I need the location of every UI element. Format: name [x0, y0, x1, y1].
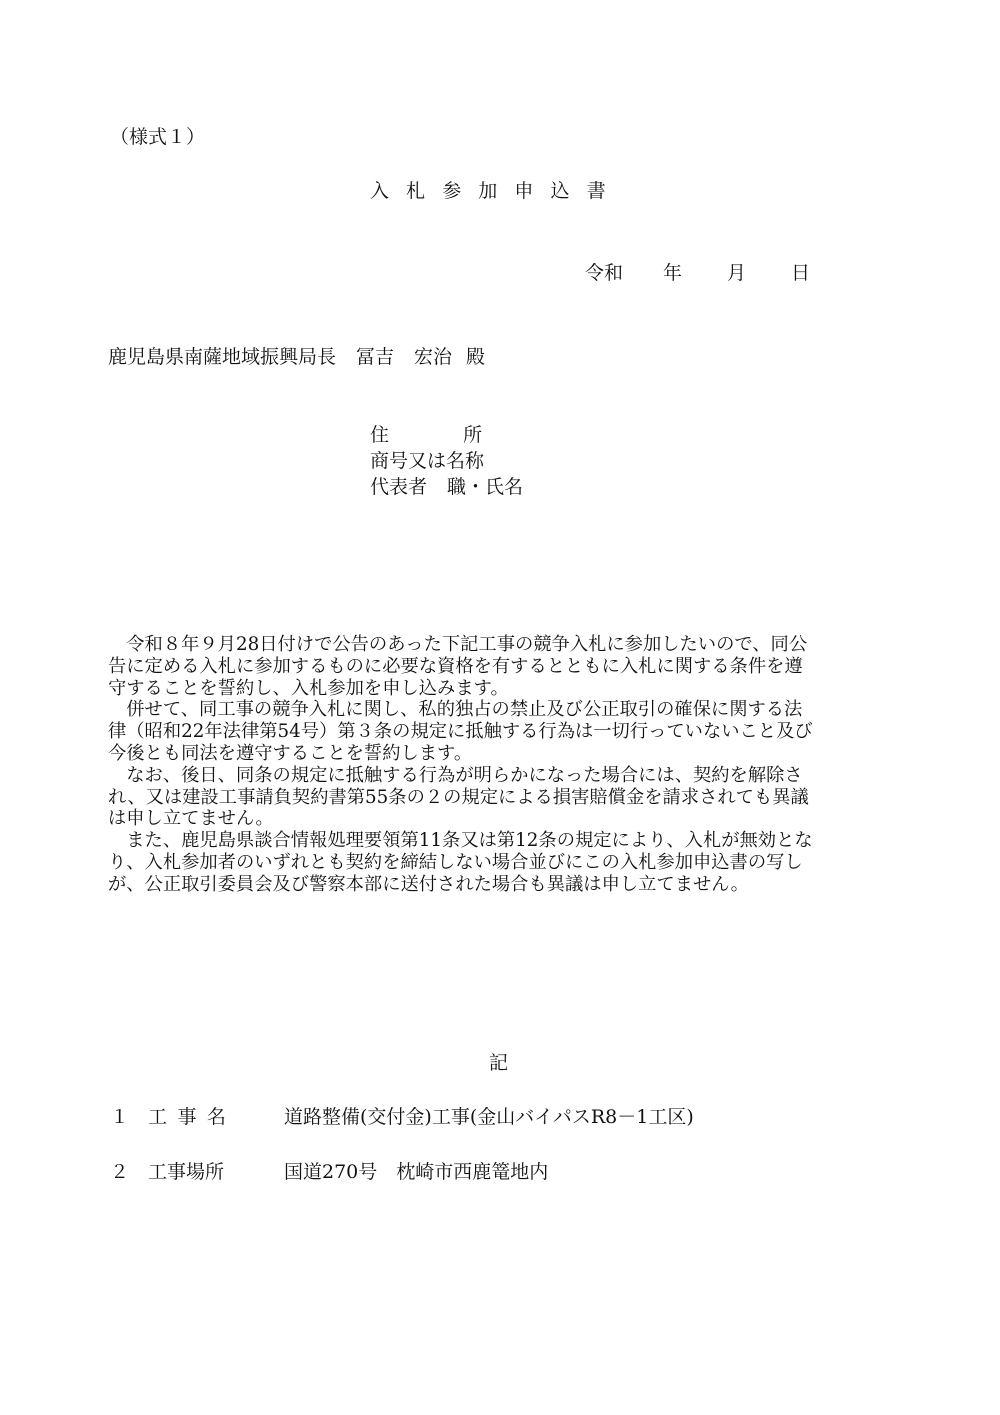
date-era: 令和 [585, 262, 624, 284]
trade-name-label: 商号又は名称 [370, 450, 485, 472]
body-line: は申し立てません。 [108, 808, 274, 830]
addressee-office: 鹿児島県南薩地域振興局長 [108, 346, 337, 368]
date-day-unit: 日 [791, 262, 811, 284]
date-month-unit: 月 [727, 262, 747, 284]
body-line: 併せて、同工事の競争入札に関し、私的独占の禁止及び公正取引の確保に関する法 [108, 699, 803, 721]
body-line: 令和８年９月28日付けで公告のあった下記工事の競争入札に参加したいので、同公 [108, 634, 808, 655]
representative-label-row [370, 474, 556, 500]
item-label: 工事名 [148, 1106, 237, 1128]
document-title: 入札参加申込書 [370, 180, 623, 202]
item-number: １ [110, 1106, 130, 1128]
body-line: 告に定める入札に参加するものに必要な資格を有するとともに入札に関する条件を遵 [108, 655, 803, 677]
item-value: 道路整備(交付金)工事(金山バイパスR8－1工区) [284, 1106, 694, 1128]
date-line [585, 258, 810, 285]
ki-heading: 記 [489, 1052, 509, 1074]
body-line: また、鹿児島県談合情報処理要領第11条又は第12条の規定により、入札が無効とな [108, 830, 813, 852]
pledge-body [108, 634, 878, 896]
item-label: 工事場所 [148, 1161, 225, 1183]
address-label: 住所 [370, 424, 557, 446]
body-line: り、入札参加者のいずれとも契約を締結しない場合並びにこの入札参加申込書の写し [108, 851, 803, 873]
body-line: れ、又は建設工事請負契約書第55条の２の規定による損害賠償金を請求されても異議 [108, 786, 809, 808]
item-number: ２ [110, 1161, 130, 1183]
form-number: （様式１） [110, 126, 206, 148]
body-line: 今後とも同法を遵守することを誓約します。 [108, 742, 473, 764]
body-line: が、公正取引委員会及び警察本部に送付された場合も異議は申し立てません。 [108, 873, 749, 895]
applicant-block [370, 422, 556, 500]
date-year-unit: 年 [663, 262, 683, 284]
addressee-given-name: 宏治 [414, 346, 453, 368]
body-line: 律（昭和22年法律第54号）第３条の規定に抵触する行為は一切行っていないこと及び [108, 721, 813, 743]
position-name-label: 職・氏名 [447, 476, 524, 498]
item-row-construction-site [110, 1157, 548, 1184]
body-line: なお、後日、同条の規定に抵触する行為が明らかになった場合には、契約を解除さ [108, 764, 803, 786]
representative-label: 代表者 [370, 476, 428, 498]
addressee-surname: 冨吉 [356, 346, 395, 368]
addressee-honorific: 殿 [466, 346, 486, 368]
item-row-construction-name [110, 1102, 694, 1129]
body-line: 守することを誓約し、入札参加を申し込みます。 [108, 677, 509, 699]
item-value: 国道270号 枕崎市西鹿篭地内 [284, 1161, 549, 1183]
addressee [108, 342, 485, 369]
